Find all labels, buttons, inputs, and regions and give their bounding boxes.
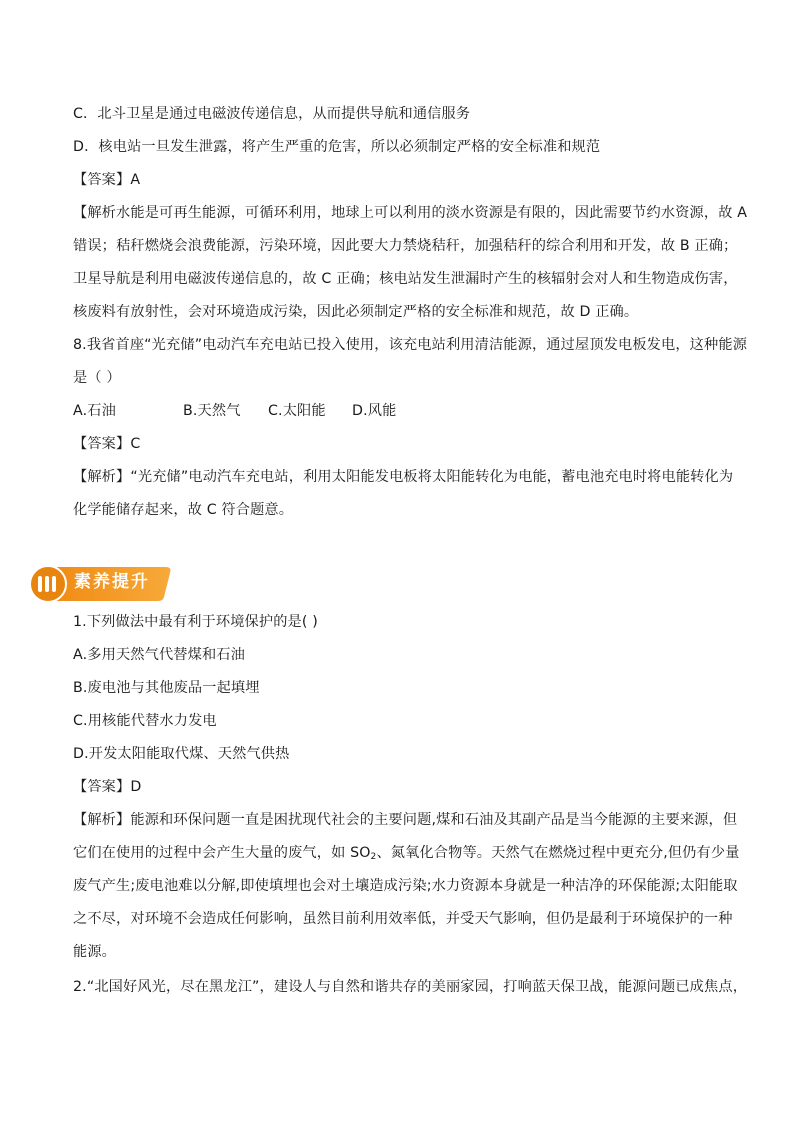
p1-analysis-line-4: 之不尽，对环境不会造成任何影响，虽然目前利用效率低，并受天气影响，但仍是最利于环境保护的一种 [73, 911, 733, 927]
p1-option-d: D.开发太阳能取代煤、天然气供热 [73, 746, 290, 762]
q7-option-d: D．核电站一旦发生泄露，将产生严重的危害，所以必须制定严格的安全标准和规范 [73, 139, 601, 155]
q8-option-a: A.石油 [73, 403, 116, 419]
p1-stem: 1.下列做法中最有利于环境保护的是( ) [73, 614, 318, 630]
q7-analysis-line-1: 【解析水能是可再生能源，可循环利用，地球上可以利用的淡水资源是有限的，因此需要节约水资源，故 A [73, 205, 748, 221]
section-title: 素养提升 [74, 572, 150, 592]
q7-analysis-line-4: 核废料有放射性，会对环境造成污染，因此必须制定严格的安全标准和规范，故 D 正确。 [73, 304, 639, 320]
p1-option-c: C.用核能代替水力发电 [73, 713, 217, 729]
q7-option-c: C．北斗卫星是通过电磁波传递信息，从而提供导航和通信服务 [73, 106, 471, 122]
q8-answer: 【答案】C [73, 436, 141, 452]
p1-analysis-line-1: 【解析】能源和环保问题一直是困扰现代社会的主要问题,煤和石油及其副产品是当今能源的主要来源，但 [73, 812, 738, 828]
p1-analysis-line-5: 能源。 [73, 944, 117, 960]
q7-analysis-line-3: 卫星导航是利用电磁波传递信息的，故 C 正确；核电站发生泄漏时产生的核辐射会对人和生物造成伤害， [73, 271, 738, 287]
p1-analysis-line-2 [73, 843, 740, 867]
q8-option-c: C.太阳能 [268, 403, 326, 419]
q7-analysis-line-2: 错误；秸秆燃烧会浪费能源，污染环境，因此要大力禁烧秸秆，加强秸秆的综合利用和开发，故 B 正确； [73, 238, 738, 254]
q8-option-d: D.风能 [352, 403, 397, 419]
q8-stem-line-2: 是（ ） [73, 370, 121, 386]
p1-option-a: A.多用天然气代替煤和石油 [73, 647, 245, 663]
p1-analysis-line-2a: 它们在使用的过程中会产生大量的废气，如 SO [73, 845, 371, 861]
p1-option-b: B.废电池与其他废品一起填埋 [73, 680, 260, 696]
q8-analysis-line-2: 化学能储存起来，故 C 符合题意。 [73, 502, 294, 518]
p1-analysis-line-3: 废气产生;废电池难以分解,即使填埋也会对土壤造成污染;水力资源本身就是一种洁净的环保能源;太阳能取 [73, 878, 738, 894]
p1-analysis-line-2b: 、氮氧化合物等。天然气在燃烧过程中更充分,但仍有少量 [376, 845, 740, 861]
section-banner [28, 563, 174, 603]
p1-analysis-sub: 2 [370, 852, 377, 862]
p2-stem: 2.“北国好风光，尽在黑龙江”，建设人与自然和谐共存的美丽家园，打响蓝天保卫战，能源问题已成焦点， [73, 979, 748, 995]
q8-analysis-line-1: 【解析】“光充储”电动汽车充电站，利用太阳能发电板将太阳能转化为电能，蓄电池充电时将电能转化为 [73, 469, 734, 485]
q8-option-b: B.天然气 [183, 403, 241, 419]
p1-answer: 【答案】D [73, 779, 142, 795]
q7-answer: 【答案】A [73, 172, 141, 188]
q8-stem-line-1: 8.我省首座“光充储”电动汽车充电站已投入使用，该充电站利用清洁能源，通过屋顶发电板发电，这种能源 [73, 337, 748, 353]
